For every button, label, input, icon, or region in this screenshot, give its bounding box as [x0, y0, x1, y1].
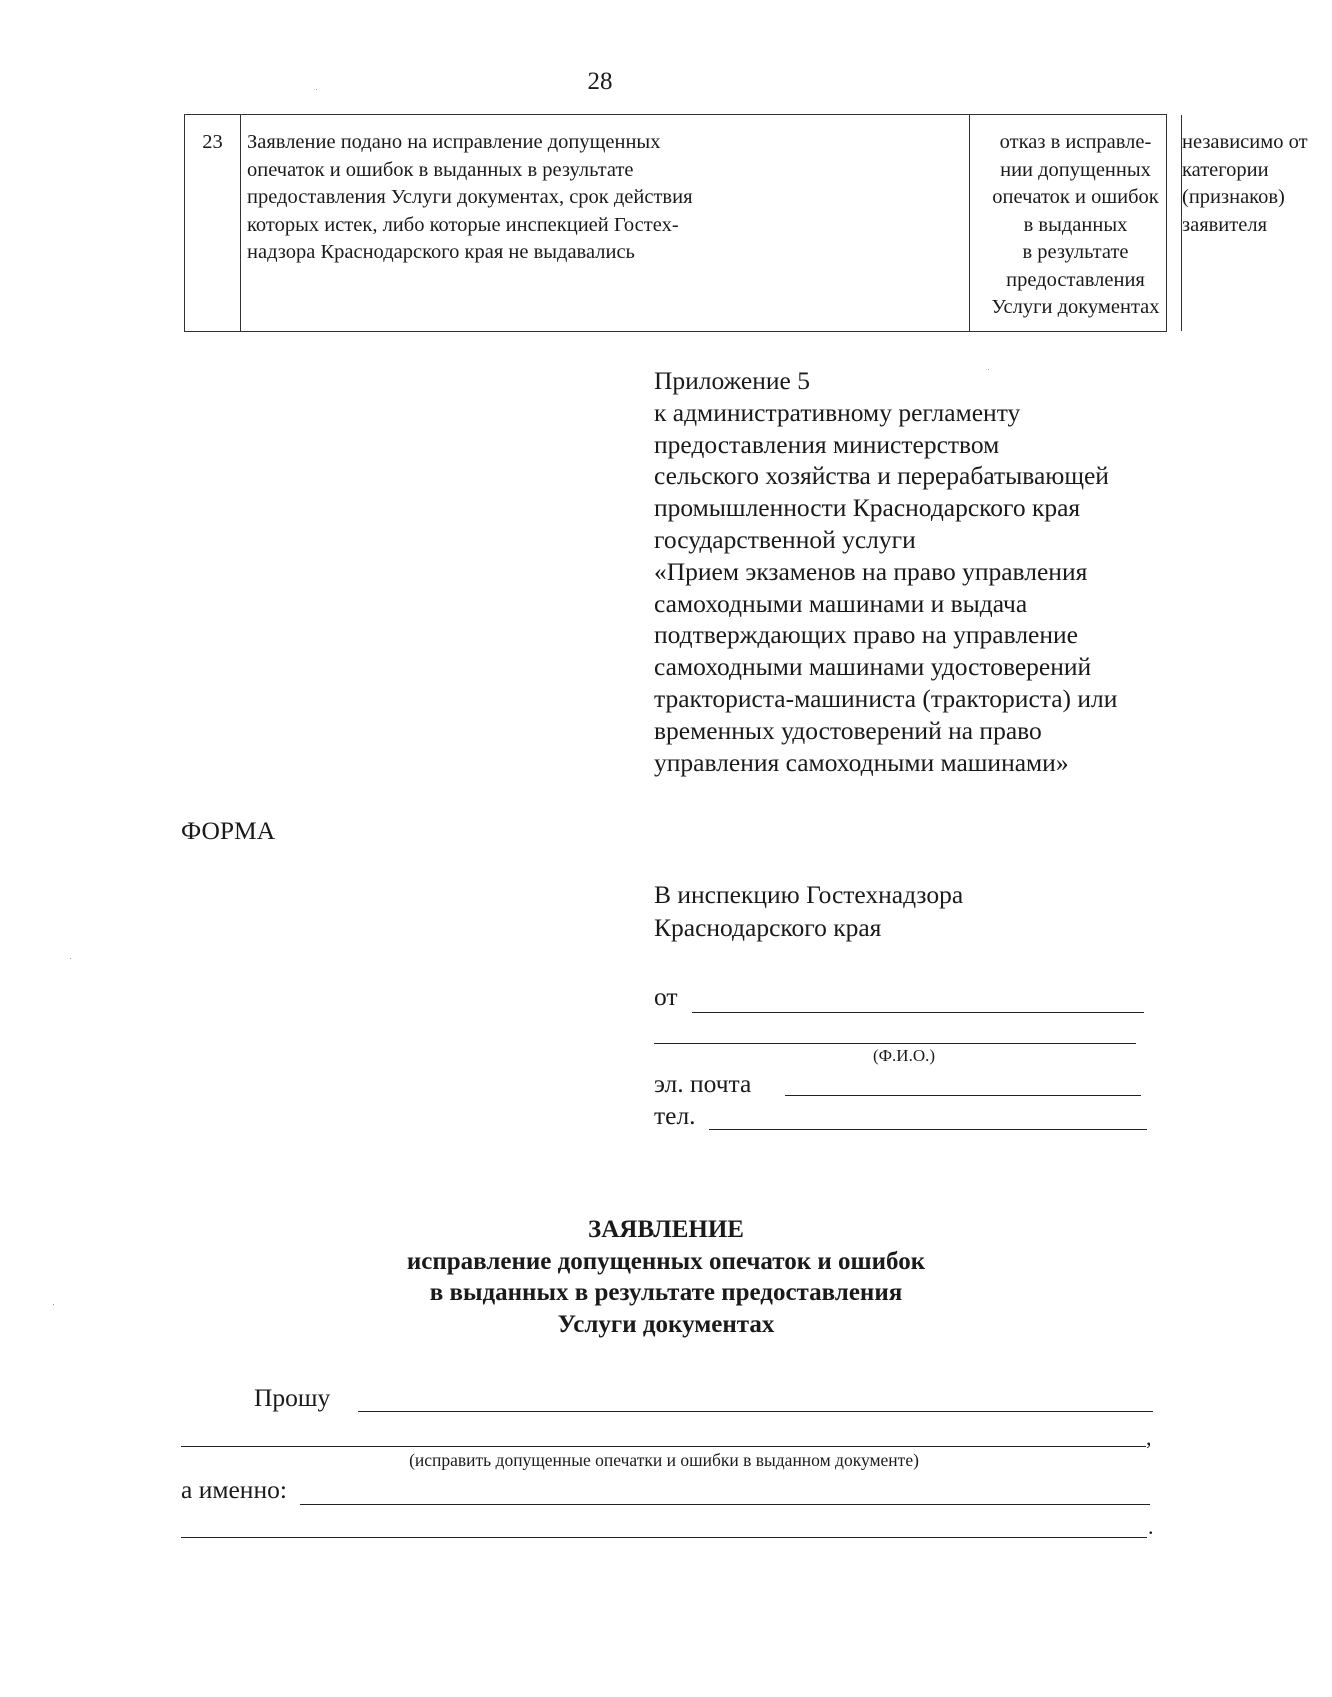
reason-line: предоставления Услуги документах, срок действия: [247, 186, 693, 208]
addressee-line: Краснодарского края: [654, 913, 882, 942]
fio-hint: (Ф.И.О.): [872, 1046, 936, 1065]
statement-heading: ЗАЯВЛЕНИЕ: [588, 1216, 744, 1243]
request-field-continued[interactable]: [181, 1446, 1146, 1447]
appendix-line: тракториста-машиниста (тракториста) или: [654, 683, 1118, 713]
result-line: опечаток и ошибок: [992, 186, 1159, 208]
namely-field-continued[interactable]: [181, 1537, 1147, 1538]
result-line: в результате: [1022, 241, 1129, 263]
appendix-line: «Прием экзаменов на право управления: [654, 556, 1088, 586]
table-cell-reason: [241, 115, 969, 331]
appendix-line: предоставления министерством: [654, 429, 1000, 459]
appendix-line: самоходными машинами удостоверений: [654, 652, 1092, 682]
from-field[interactable]: [692, 1012, 1144, 1013]
email-field[interactable]: [785, 1095, 1141, 1096]
phone-field[interactable]: [709, 1129, 1147, 1130]
request-label: Прошу: [254, 1383, 331, 1412]
appendix-line: подтверждающих право на управление: [654, 620, 1078, 650]
reason-line: Заявление подано на исправление допущенных: [247, 131, 661, 153]
statement-title: [0, 1214, 1332, 1340]
appendix-line: временных удостоверений на право: [654, 715, 1042, 745]
appendix-line: самоходными машинами и выдача: [654, 588, 1028, 618]
appendix-line: промышленности Краснодарского края: [654, 493, 1081, 523]
result-line: Услуги документах: [991, 296, 1160, 318]
request-field[interactable]: [358, 1411, 1153, 1412]
table-row-number: 23: [185, 115, 241, 331]
appendix-line: государственной услуги: [654, 524, 916, 554]
request-hint: (исправить допущенные опечатки и ошибки в выданном документе): [409, 1450, 919, 1470]
result-line: в выданных: [1023, 213, 1128, 236]
request-comma: ,: [1146, 1425, 1152, 1450]
scan-speck: [316, 89, 317, 90]
result-line: нии допущенных: [1000, 158, 1151, 181]
addressee-line: В инспекцию Гостехнадзора: [654, 880, 964, 909]
phone-label: тел.: [654, 1101, 696, 1130]
form-label: ФОРМА: [181, 816, 276, 845]
appendix-line: управления самоходными машинами»: [654, 747, 1069, 777]
appendix-line: к административному регламенту: [654, 397, 1021, 427]
scan-speck: [70, 958, 71, 959]
fio-field[interactable]: [654, 1043, 1136, 1044]
appendix-line: Приложение 5: [654, 366, 810, 395]
table-cell-result: [969, 115, 1182, 331]
reason-line: опечаток и ошибок в выданных в результате: [247, 158, 634, 181]
refusal-reasons-table: 23 Заявление подано на исправление допущенных опечаток и ошибок в выданных в результате предоставления Услуги документах, срок действия которых истек, либо которые инспекцией Гостех- надзора Краснодарского края не выдавались отказ в исправле- нии допущенных опечаток и ошибок в выданных в результате предоставления Услуги документах независимо от категории (признаков) заявителя: [184, 114, 1167, 332]
email-label: эл. почта: [654, 1069, 752, 1098]
statement-subtitle-line: в выданных в результате предоставления: [429, 1279, 903, 1306]
namely-period: .: [1148, 1514, 1154, 1539]
result-line: отказ в исправле-: [999, 131, 1152, 153]
statement-subtitle-line: Услуги документах: [557, 1310, 775, 1338]
appendix-line: сельского хозяйства и перерабатывающей: [654, 461, 1109, 491]
scan-speck: [988, 369, 989, 370]
from-label: от: [654, 982, 678, 1011]
reason-line: которых истек, либо которые инспекцией Гостех-: [247, 213, 679, 236]
reason-line: надзора Краснодарского края не выдавались: [247, 241, 635, 263]
statement-subtitle-line: исправление допущенных опечаток и ошибок: [406, 1247, 926, 1275]
page-number: 28: [587, 68, 613, 95]
result-line: предоставления: [1006, 268, 1145, 291]
appendix-header: [654, 365, 1117, 778]
namely-field[interactable]: [300, 1504, 1150, 1505]
scan-speck: [53, 1304, 54, 1305]
namely-label: а именно:: [181, 1475, 287, 1504]
addressee-block: [654, 878, 963, 944]
